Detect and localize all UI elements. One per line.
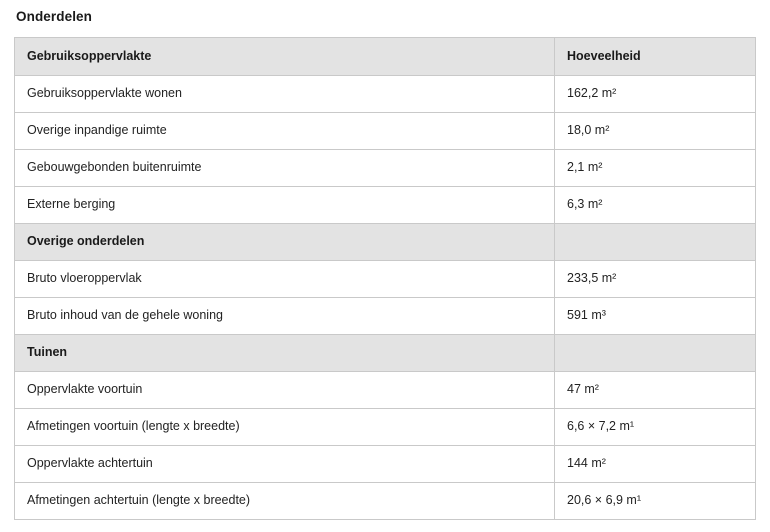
table-row bbox=[15, 261, 756, 298]
row-value: 144 m² bbox=[555, 446, 756, 483]
table-body bbox=[15, 38, 756, 520]
row-value: 6,6 × 7,2 m¹ bbox=[555, 409, 756, 446]
row-value: 233,5 m² bbox=[555, 261, 756, 298]
subheader-value bbox=[555, 335, 756, 372]
row-label: Oppervlakte achtertuin bbox=[15, 446, 555, 483]
table-row bbox=[15, 76, 756, 113]
table-row bbox=[15, 298, 756, 335]
subheader-label: Overige onderdelen bbox=[15, 224, 555, 261]
row-value: 47 m² bbox=[555, 372, 756, 409]
row-label: Overige inpandige ruimte bbox=[15, 113, 555, 150]
page-title: Onderdelen bbox=[16, 9, 93, 24]
table-row bbox=[15, 409, 756, 446]
row-label: Oppervlakte voortuin bbox=[15, 372, 555, 409]
row-label: Bruto vloeroppervlak bbox=[15, 261, 555, 298]
row-label: Gebruiksoppervlakte wonen bbox=[15, 76, 555, 113]
row-label: Bruto inhoud van de gehele woning bbox=[15, 298, 555, 335]
row-value: 2,1 m² bbox=[555, 150, 756, 187]
table-subheader-row bbox=[15, 335, 756, 372]
onderdelen-table bbox=[14, 37, 756, 520]
row-value: 20,6 × 6,9 m¹ bbox=[555, 483, 756, 520]
table-subheader-row bbox=[15, 224, 756, 261]
subheader-value bbox=[555, 224, 756, 261]
table-row bbox=[15, 372, 756, 409]
row-label: Gebouwgebonden buitenruimte bbox=[15, 150, 555, 187]
row-value: 6,3 m² bbox=[555, 187, 756, 224]
row-value: 18,0 m² bbox=[555, 113, 756, 150]
row-value: 591 m³ bbox=[555, 298, 756, 335]
column-header-onderdeel: Gebruiksoppervlakte bbox=[15, 38, 555, 76]
table-header-row bbox=[15, 38, 756, 76]
table-row bbox=[15, 483, 756, 520]
row-label: Afmetingen achtertuin (lengte x breedte) bbox=[15, 483, 555, 520]
table-row bbox=[15, 446, 756, 483]
subheader-label: Tuinen bbox=[15, 335, 555, 372]
table-row bbox=[15, 187, 756, 224]
row-label: Afmetingen voortuin (lengte x breedte) bbox=[15, 409, 555, 446]
row-value: 162,2 m² bbox=[555, 76, 756, 113]
row-label: Externe berging bbox=[15, 187, 555, 224]
table-row bbox=[15, 150, 756, 187]
table-row bbox=[15, 113, 756, 150]
column-header-hoeveelheid: Hoeveelheid bbox=[555, 38, 756, 76]
